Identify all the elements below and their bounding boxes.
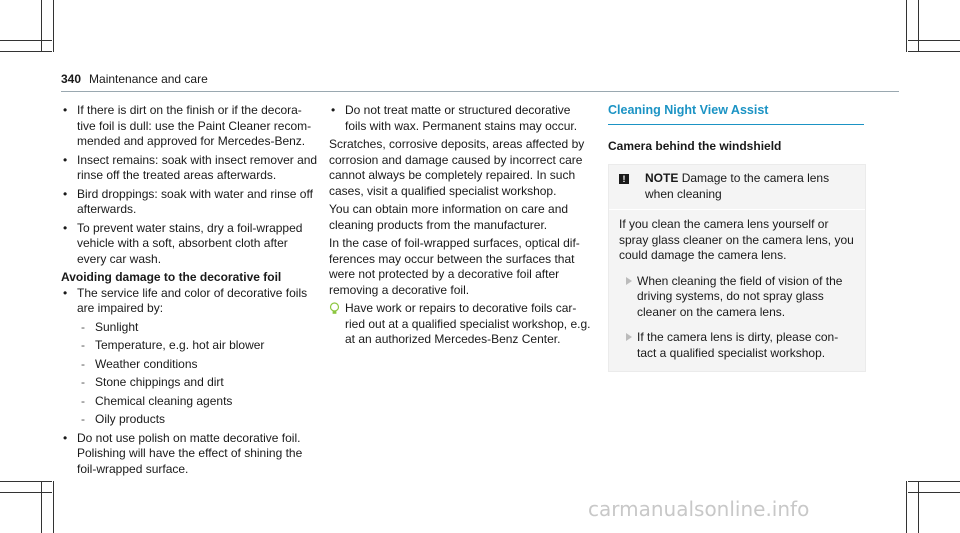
subheading: Camera behind the windshield	[608, 138, 782, 153]
crop-mark	[908, 492, 960, 493]
note-box	[608, 164, 866, 372]
crop-mark	[53, 481, 54, 533]
column-middle	[329, 103, 591, 348]
tip-note	[329, 301, 591, 348]
arrow-icon	[626, 277, 632, 285]
list-item: • If there is dirt on the finish or if the decora-tive foil is dull: use the Paint Cleaner recom-mended and approved for Mercedes-Benz.	[61, 103, 319, 150]
list-item: • Insect remains: soak with insect remover and rinse off the treated areas afterwards.	[61, 153, 319, 184]
crop-mark	[0, 481, 52, 482]
sub-list-item: - Oily products	[61, 412, 319, 428]
list-item: • Do not treat matte or structured decorative foils with wax. Permanent stains may occur.	[329, 103, 591, 134]
crop-mark	[918, 481, 919, 533]
tip-text: Have work or repairs to decorative foils car-ried out at a qualified specialist workshop, e.g. at an authorized Mercedes-Benz Center.	[345, 301, 591, 346]
paragraph: You can obtain more information on care and cleaning products from the manufacturer.	[329, 202, 569, 232]
paragraph: In the case of foil-wrapped surfaces, optical dif-ferences may occur between the surfaces that were not protected by a decorative foil after removing a decorative foil.	[329, 236, 580, 297]
arrow-icon	[626, 333, 632, 341]
lightbulb-icon	[329, 302, 340, 315]
crop-mark	[0, 492, 52, 493]
warning-icon: !	[619, 174, 629, 184]
crop-mark	[906, 0, 907, 52]
note-label: NOTE	[645, 171, 679, 185]
sub-list-item: - Sunlight	[61, 320, 319, 336]
note-text: If you clean the camera lens yourself or spray glass cleaner on the camera lens, you could damage the camera lens.	[619, 217, 854, 262]
column-right	[608, 103, 866, 372]
page-header	[61, 72, 208, 88]
paragraph: Scratches, corrosive deposits, areas affected by corrosion and damage caused by incorrect care cannot always be completely repaired. In such cases, visit a qualified specialist workshop.	[329, 137, 585, 198]
header-divider	[61, 91, 899, 92]
section-title: Cleaning Night View Assist	[608, 103, 769, 117]
watermark: carmanualsonline.info	[588, 497, 810, 521]
step-text: When cleaning the field of vision of the driving systems, do not spray glass cleaner on the camera lens.	[637, 273, 843, 319]
list-item: • Bird droppings: soak with water and rinse off afterwards.	[61, 187, 319, 218]
section-title-rule	[608, 124, 864, 125]
crop-mark	[0, 51, 52, 52]
sub-list-item: - Stone chippings and dirt	[61, 375, 319, 391]
crop-mark	[908, 51, 960, 52]
list-item: • Do not use polish on matte decorative foil. Polishing will have the effect of shining the foil-wrapped surface.	[61, 431, 319, 478]
note-title: Damage to the camera lens when cleaning	[645, 171, 830, 201]
step-text: If the camera lens is dirty, please con-tact a qualified specialist workshop.	[637, 330, 839, 360]
crop-mark	[918, 0, 919, 52]
section-name: Maintenance and care	[89, 72, 208, 86]
crop-mark	[41, 481, 42, 533]
sub-list-item: - Weather conditions	[61, 357, 319, 373]
section-heading: Avoiding damage to the decorative foil	[61, 270, 282, 284]
sub-list-item: - Temperature, e.g. hot air blower	[61, 338, 319, 354]
note-header	[609, 165, 865, 210]
page-number: 340	[61, 72, 82, 86]
column-left	[61, 103, 319, 480]
crop-mark	[53, 0, 54, 52]
crop-mark	[908, 40, 960, 41]
note-body	[609, 210, 865, 371]
action-step	[619, 274, 857, 321]
sub-list-item: - Chemical cleaning agents	[61, 394, 319, 410]
list-item: • To prevent water stains, dry a foil-wrapped vehicle with a soft, absorbent cloth after every car wash.	[61, 221, 319, 268]
crop-mark	[41, 0, 42, 52]
action-step	[619, 330, 857, 361]
list-item: • The service life and color of decorative foils are impaired by:	[61, 286, 319, 317]
crop-mark	[906, 481, 907, 533]
crop-mark	[908, 481, 960, 482]
crop-mark	[0, 40, 52, 41]
